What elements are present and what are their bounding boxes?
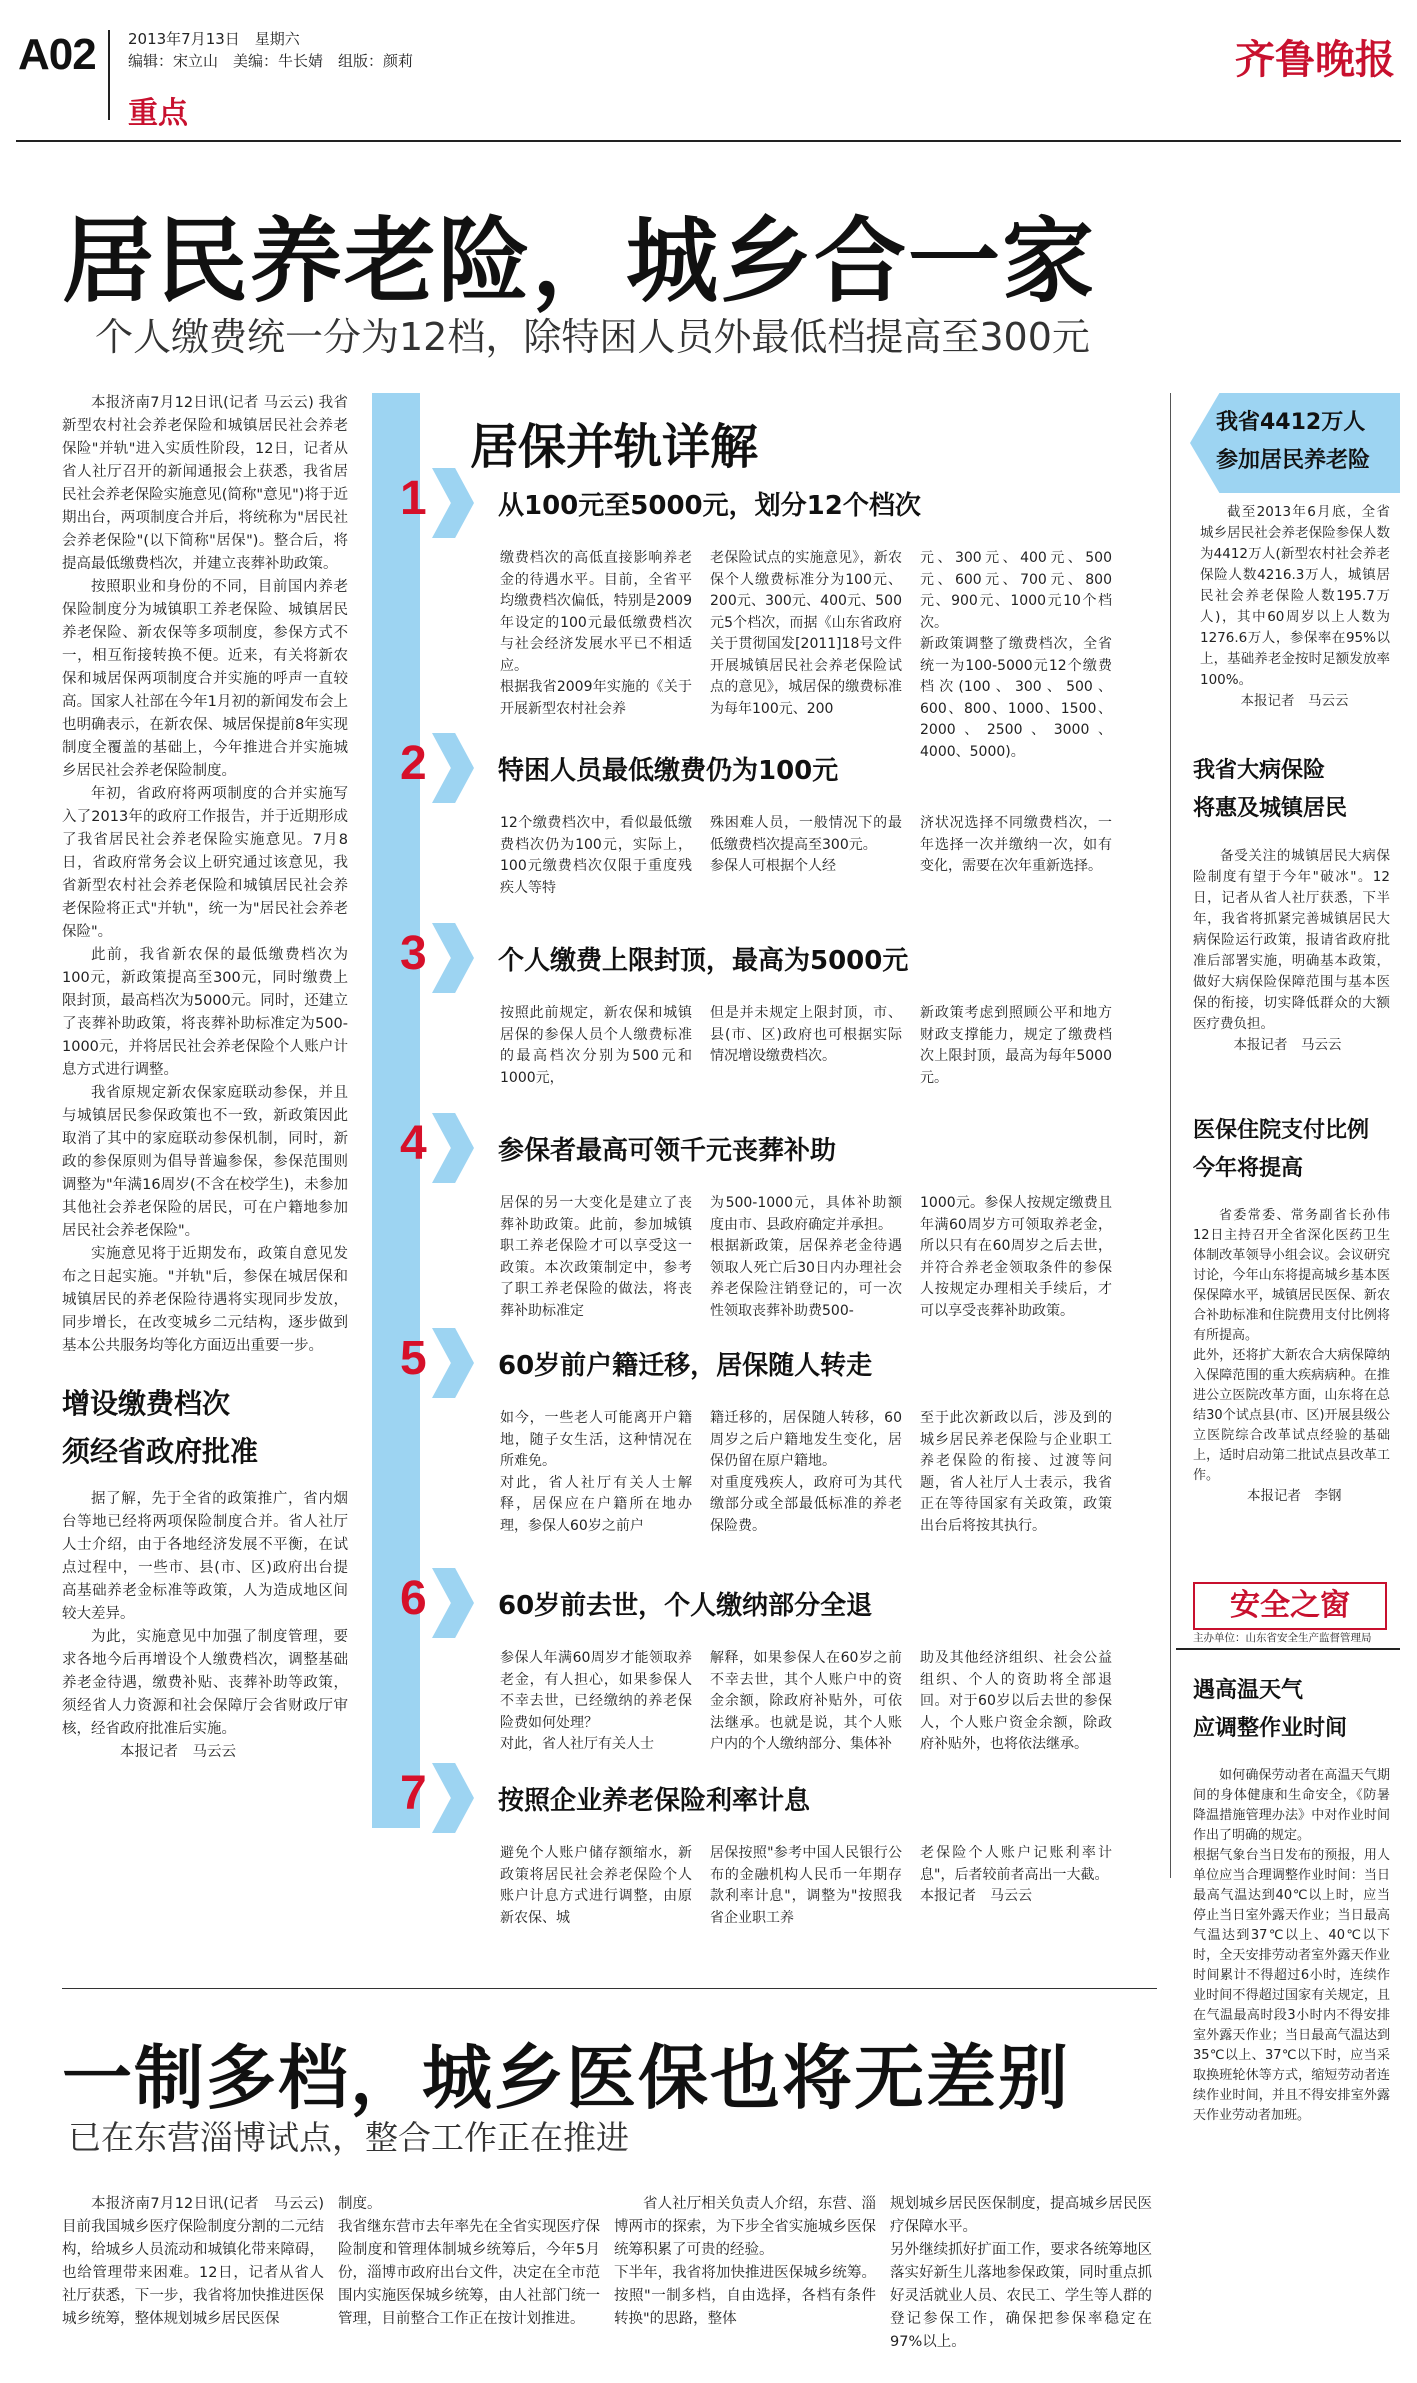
bottom-column: 本报济南7月12日讯(记者 马云云) 目前我国城乡医疗保险制度分割的二元结构，给城乡人员流动和城镇化带来障碍，也给管理带来困难。12日，记者从省人社厅获悉，下一步，我省将加快推进医保城乡统筹，整体规划城乡居民医保 (62, 2196, 324, 2327)
insurance-box-title: 我省大病保险 将惠及城镇居民 (1193, 758, 1348, 821)
item-title: 从100元至5000元，划分12个档次 (498, 491, 921, 521)
item-title: 60岁前户籍迁移，居保随人转走 (498, 1351, 873, 1381)
heat-box (1193, 1766, 1390, 2126)
safety-window-sponsor: 主办单位：山东省安全生产监督管理局 (1193, 1632, 1372, 1644)
stat-box-text: 截至2013年6月底，全省城乡居民社会养老保险参保人数为4412万人(新型农村社会养老保险人数4216.3万人，城镇居民社会养老保险人数195.7万人)，其中60周岁以上人数为1276.6万人，参保率在95%以上，基础养老金按时足额发放率100%。 (1200, 504, 1390, 688)
byline: 本报记者 马云云 (1240, 693, 1349, 709)
item-text-column: 元、300元、400元、500元、600元、700元、800元、900元、1000元10个档次。 新政策调整了缴费档次，全省统一为100-5000元12个缴费档次(100、300、500、600、800、1000、1500、2000、2500、3000、4000、5000)。 (920, 550, 1112, 760)
item-number: 5 (400, 1332, 427, 1385)
item-text-column: 1000元。参保人按规定缴费且年满60周岁方可领取养老金，所以只有在60周岁之后去世，并符合养老金领取条件的参保人按规定办理相关手续后，才可以享受丧葬补助政策。 (920, 1195, 1112, 1319)
item-text-column: 参保人年满60周岁才能领取养老金，有人担心，如果参保人不幸去世，已经缴纳的养老保险费如何处理？ 对此，省人社厅有关人士 (500, 1650, 692, 1752)
left-subheadline: 增设缴费档次 须经省政府批准 (62, 1387, 259, 1468)
item-text-column: 避免个人账户储存额缩水，新政策将居民社会养老保险个人账户计息方式进行调整，由原新农保、城 (500, 1845, 692, 1926)
item-text-column: 如今，一些老人可能离开户籍地，随子女生活，这种情况在所难免。 对此，省人社厅有关人士解释，居保应在户籍所在地办理，参保人60岁之前户 (500, 1410, 692, 1534)
item-number: 1 (400, 472, 427, 525)
item-text-column: 老保险试点的实施意见》，新农保个人缴费标准分为100元、200元、300元、400元、500元5个档次，而据《山东省政府关于贯彻国发[2011]18号文件开展城镇居民社会养老保险试点的意见》，城居保的缴费标准为每年100元、200 (710, 550, 902, 717)
article-paragraph: 年初，省政府将两项制度的合并实施写入了2013年的政府工作报告，并于近期形成了我省居民社会养老保险实施意见。7月8日，省政府常务会议上研究通过该意见，我省新型农村社会养老保险和城镇居民社会养老保险将正式"并轨"，统一为"居民社会养老保险"。 (62, 786, 348, 940)
byline: 本报记者 李钢 (1247, 1488, 1342, 1504)
item-title: 按照企业养老保险利率计息 (498, 1786, 811, 1816)
item-text-column: 老保险个人账户记账利率计息"，后者较前者高出一大截。 本报记者 马云云 (920, 1845, 1112, 1904)
header-divider (108, 30, 110, 120)
item-text-column: 12个缴费档次中，看似最低缴费档次仍为100元，实际上，100元缴费档次仅限于重度残疾人等特 (500, 815, 692, 896)
item-text-column: 解释，如果参保人在60岁之前不幸去世，其个人账户中的资金余额，除政府补贴外，可依法继承。也就是说，其个人账户内的个人缴纳部分、集体补 (710, 1650, 902, 1752)
byline: 本报记者 马云云 (1233, 1037, 1342, 1053)
header-rule (16, 140, 1401, 142)
item-number: 4 (400, 1117, 427, 1170)
insurance-box (1193, 846, 1390, 1057)
item-title: 参保者最高可领千元丧葬补助 (498, 1136, 837, 1166)
bottom-divider (62, 1988, 1157, 1989)
hospital-box (1193, 1206, 1390, 1508)
stat-box-title: 我省4412万人 参加居民养老险 (1216, 410, 1371, 473)
byline: 本报记者 马云云 (120, 1744, 236, 1760)
bottom-column: 省人社厅相关负责人介绍，东营、淄博两市的探索，为下步全省实施城乡医保统筹积累了可贵的经验。 下半年，我省将加快推进医保城乡统筹。按照"一制多档，自由选择，各档有条件转换"的思路，整体 (614, 2196, 876, 2327)
chevron-right-icon (432, 1328, 474, 1398)
bottom-column: 规划城乡居民医保制度，提高城乡居民医疗保障水平。 另外继续抓好扩面工作，要求各统筹地区落实好新生儿落地参保政策，同时重点抓好灵活就业人员、农民工、学生等人群的登记参保工作，确保把参保率稳定在97%以上。 (890, 2196, 1152, 2350)
main-headline: 居民养老险，城乡合一家 (62, 208, 1097, 315)
safety-rule (1176, 1648, 1400, 1650)
bottom-column: 制度。 我省继东营市去年率先在全省实现医疗保险制度和管理体制城乡统筹后，今年5月份，淄博市政府出台文件，决定在全市范围内实施医保城乡统筹，由人社部门统一管理，目前整合工作正在按计划推进。 (338, 2196, 600, 2327)
editor-credits: 编辑：宋立山 美编：牛长婧 组版：颜莉 (128, 52, 414, 70)
item-text-column: 缴费档次的高低直接影响养老金的待遇水平。目前，全省平均缴费档次偏低，特别是2009年设定的100元最低缴费档次与社会经济发展水平已不相适应。 根据我省2009年实施的《关于开展新型农村社会养 (500, 550, 692, 717)
main-subhead: 个人缴费统一分为12档，除特困人员外最低档提高至300元 (95, 315, 1090, 359)
stat-box (1200, 502, 1390, 713)
item-text-column: 籍迁移的，居保随人转移，60周岁之后户籍地发生变化，居保仍留在原户籍地。 对重度残疾人，政府可为其代缴部分或全部最低标准的养老保险费。 (710, 1410, 902, 1534)
chevron-right-icon (432, 1113, 474, 1183)
heat-box-text: 如何确保劳动者在高温天气期间的身体健康和生命安全，《防暑降温措施管理办法》中对作业时间作出了明确的规定。 根据气象台当日发布的预报，用人单位应当合理调整作业时间：当日最高气温达到40℃以上时，应当停止当日室外露天作业；当日最高气温达到37℃以上、40℃以下时，全天安排劳动者室外露天作业时间累计不得超过6小时，连续作业时间不得超过国家有关规定，且在气温最高时段3小时内不得安排室外露天作业；当日最高气温达到35℃以上、37℃以下时，应当采取换班轮休等方式，缩短劳动者连续作业时间，并且不得安排室外露天作业劳动者加班。 (1193, 1768, 1390, 2123)
hospital-box-text: 省委常委、常务副省长孙伟12日主持召开全省深化医药卫生体制改革领导小组会议。会议研究讨论，今年山东将提高城乡基本医保保障水平，城镇居民医保、新农合补助标准和住院费用支付比例将有所提高。 此外，还将扩大新农合大病保障纳入保障范围的重大疾病病种。在推进公立医院改革方面，山东将在总结30个试点县(市、区)开展县级公立医院综合改革试点经验的基础上，适时启动第二批试点县改革工作。 (1193, 1208, 1390, 1483)
item-text-column: 按照此前规定，新农保和城镇居保的参保人员个人缴费标准的最高档次分别为500元和1000元， (500, 1005, 692, 1086)
chevron-right-icon (432, 1763, 474, 1833)
item-text-column: 助及其他经济组织、社会公益组织、个人的资助将全部退回。对于60岁以后去世的参保人，个人账户资金余额，除政府补贴外，也将依法继承。 (920, 1650, 1112, 1752)
right-column-divider (1170, 393, 1171, 1878)
article-paragraph: 我省原规定新农保家庭联动参保，并且与城镇居民参保政策也不一致，新政策因此取消了其中的家庭联动参保机制，同时，新政的参保原则为倡导普遍参保，参保范围则调整为"年满16周岁(不含在校学生)，未参加其他社会养老保险的居民，可在户籍地参加居民社会养老保险"。 (62, 1085, 348, 1239)
insurance-box-text: 备受关注的城镇居民大病保险制度有望于今年"破冰"。12日，记者从省人社厅获悉，下半年，我省将抓紧完善城镇居民大病保险运行政策，报请省政府批准后部署实施，明确基本政策，做好大病保险保障范围与基本医保的衔接，切实降低群众的大额医疗费负担。 (1193, 848, 1390, 1032)
issue-date: 2013年7月13日 星期六 (128, 30, 300, 48)
item-number: 7 (400, 1767, 427, 1820)
chevron-right-icon (432, 1568, 474, 1638)
hospital-box-title: 医保住院支付比例 今年将提高 (1193, 1118, 1370, 1181)
article-paragraph: 本报济南7月12日讯(记者 马云云) 我省新型农村社会养老保险和城镇居民社会养老保险"并轨"进入实质性阶段，12日，记者从省人社厅召开的新闻通报会上获悉，我省居民社会养老保险实施意见(简称"意见")将于近期出台，两项制度合并后，将统称为"居民社会养老保险"(以下简称"居保")。整合后，将提高最低缴费档次，并建立丧葬补助政策。 (62, 395, 348, 572)
item-text-column: 居保按照"参考中国人民银行公布的金融机构人民币一年期存款利率计息"，调整为"按照我省企业职工养 (710, 1845, 902, 1926)
item-text-column: 济状况选择不同缴费档次，一年选择一次并缴纳一次，如有变化，需要在次年重新选择。 (920, 815, 1112, 874)
article-paragraph: 此前，我省新农保的最低缴费档次为100元，新政策提高至300元，同时缴费上限封顶，最高档次为5000元。同时，还建立了丧葬补助政策，将丧葬补助标准定为500-1000元，并将居民社会养老保险个人账户计息方式进行调整。 (62, 947, 348, 1078)
item-number: 3 (400, 927, 427, 980)
item-title: 60岁前去世，个人缴纳部分全退 (498, 1591, 873, 1621)
item-text-column: 居保的另一大变化是建立了丧葬补助政策。此前，参加城镇职工养老保险才可以享受这一政策。本次政策制定中，参考了职工养老保险的做法，将丧葬补助标准定 (500, 1195, 692, 1319)
article-paragraph: 按照职业和身份的不同，目前国内养老保险制度分为城镇职工养老保险、城镇居民养老保险、新农保等多项制度，参保方式不一，相互衔接转换不便。近来，有关将新农保和城居保两项制度合并实施的呼声一直较高。国家人社部在今年1月初的新闻发布会上也明确表示，在新农保、城居保提前8年实现制度全覆盖的基础上，今年推进合并实施城乡居民社会养老保险制度。 (62, 579, 348, 779)
item-number: 6 (400, 1572, 427, 1625)
item-title: 特困人员最低缴费仍为100元 (498, 756, 839, 786)
bottom-headline: 一制多档，城乡医保也将无差别 (62, 2037, 1070, 2119)
left-column (62, 392, 348, 1764)
section-label: 重点 (128, 96, 188, 131)
item-text-column: 新政策考虑到照顾公平和地方财政支撑能力，规定了缴费档次上限封顶，最高为每年5000元。 (920, 1005, 1112, 1086)
item-title: 个人缴费上限封顶，最高为5000元 (498, 946, 909, 976)
item-text-column: 但是并未规定上限封顶，市、县(市、区)政府也可根据实际情况增设缴费档次。 (710, 1005, 902, 1064)
heat-box-title: 遇高温天气 应调整作业时间 (1193, 1678, 1348, 1741)
panel-title: 居保并轨详解 (470, 419, 759, 475)
newspaper-logo: 齐鲁晚报 (1235, 36, 1395, 83)
item-text-column: 为500-1000元，具体补助额度由市、县政府确定并承担。 根据新政策，居保养老金待遇领取人死亡后30日内办理社会养老保险注销登记的，可一次性领取丧葬补助费500- (710, 1195, 902, 1319)
safety-window-badge: 安全之窗 (1193, 1582, 1387, 1630)
chevron-right-icon (432, 468, 474, 538)
article-paragraph: 实施意见将于近期发布，政策自意见发布之日起实施。"并轨"后，参保在城居保和城镇居民的养老保险待遇将实现同步发放，同步增长，在改变城乡二元结构，逐步做到基本公共服务均等化方面迈出重要一步。 (62, 1246, 348, 1354)
item-text-column: 殊困难人员，一般情况下的最低缴费档次提高至300元。 参保人可根据个人经 (710, 815, 902, 874)
chevron-right-icon (432, 923, 474, 993)
item-number: 2 (400, 737, 427, 790)
article-paragraph: 据了解，先于全省的政策推广，省内烟台等地已经将两项保险制度合并。省人社厅人士介绍，由于各地经济发展不平衡，在试点过程中，一些市、县(市、区)政府出台提高基础养老金标准等政策，人为造成地区间较大差异。 (62, 1491, 348, 1622)
page-number: A02 (18, 30, 96, 79)
chevron-right-icon (432, 733, 474, 803)
item-text-column: 至于此次新政以后，涉及到的城乡居民养老保险与企业职工养老保险的衔接、过渡等问题，省人社厅人士表示，我省正在等待国家有关政策，政策出台后将按其执行。 (920, 1410, 1112, 1534)
article-paragraph: 为此，实施意见中加强了制度管理，要求各地今后再增设个人缴费档次，调整基础养老金待遇，缴费补贴、丧葬补助等政策，须经省人力资源和社会保障厅会省财政厅审核，经省政府批准后实施。 (62, 1629, 348, 1737)
bottom-subhead: 已在东营淄博试点，整合工作正在推进 (68, 2118, 629, 2157)
